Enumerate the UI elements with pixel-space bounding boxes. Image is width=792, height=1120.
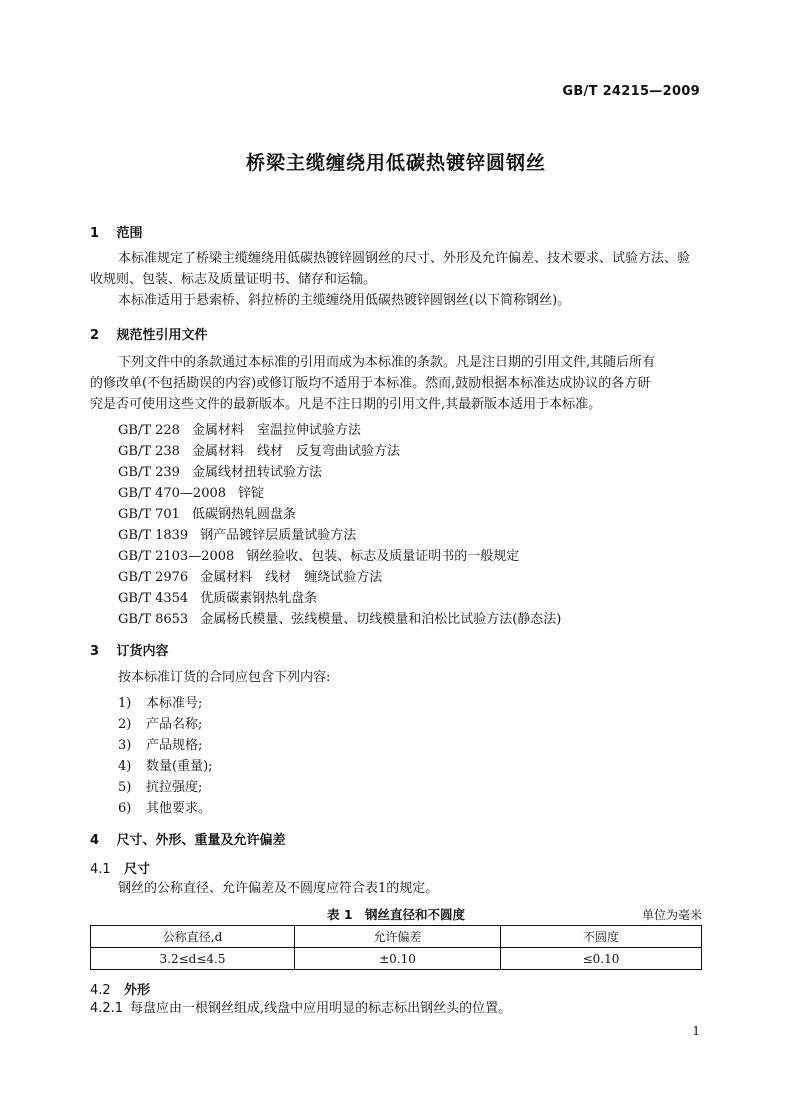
reference-name: 钢产品镀锌层质量试验方法 — [200, 528, 357, 543]
table-header-cell: 允许偏差 — [295, 926, 501, 948]
table-header-cell: 公称直径,d — [91, 926, 295, 948]
list-text: 产品规格; — [146, 738, 203, 753]
section-title: 范围 — [116, 226, 143, 241]
reference-name: 锌锭 — [238, 486, 265, 501]
document-title: 桥梁主缆缠绕用低碳热镀锌圆钢丝 — [245, 152, 546, 174]
s2-paragraph-line-3: 究是否可使用这些文件的最新版本。凡是不注日期的引用文件,其最新版本适用于本标准。 — [90, 397, 602, 412]
reference-item — [118, 440, 400, 459]
list-item — [118, 755, 213, 774]
section-number: 4.2.1 — [90, 1001, 124, 1016]
table-caption: 表 1 钢丝直径和不圆度 — [326, 907, 466, 922]
section-4-1-heading — [90, 858, 150, 877]
table-cell: 3.2≤d≤4.5 — [91, 948, 295, 970]
section-number: 2 — [90, 328, 100, 343]
section-title: 外形 — [124, 983, 151, 998]
reference-item — [118, 587, 317, 606]
list-index: 5) — [118, 780, 132, 795]
section-4-2-heading — [90, 979, 150, 998]
reference-name: 金属材料 线材 反复弯曲试验方法 — [191, 444, 400, 459]
reference-code: GB/T 8653 — [118, 612, 189, 627]
reference-name: 低碳钢热轧圆盘条 — [191, 507, 296, 522]
list-index: 3) — [118, 738, 132, 753]
reference-item — [118, 566, 382, 585]
section-title: 订货内容 — [116, 644, 169, 659]
list-index: 1) — [118, 696, 132, 711]
reference-item — [118, 524, 356, 543]
reference-code: GB/T 1839 — [118, 528, 189, 543]
section-3-heading — [90, 640, 169, 659]
reference-code: GB/T 4354 — [118, 591, 189, 606]
list-text: 本标准号; — [146, 696, 203, 711]
reference-code: GB/T 701 — [118, 507, 180, 522]
s3-intro: 按本标准订货的合同应包含下列内容: — [118, 670, 331, 685]
reference-item — [118, 482, 264, 501]
table-header-row — [91, 926, 702, 948]
section-1-heading — [90, 222, 143, 241]
reference-item — [118, 608, 561, 627]
section-number: 4.1 — [90, 862, 111, 877]
diameter-table — [90, 925, 702, 970]
section-2-heading — [90, 324, 208, 343]
table-unit: 单位为毫米 — [641, 908, 702, 922]
list-text: 数量(重量); — [146, 759, 213, 774]
reference-name: 金属线材扭转试验方法 — [191, 465, 322, 480]
reference-code: GB/T 238 — [118, 444, 180, 459]
section-title: 尺寸 — [124, 862, 151, 877]
section-number: 4 — [90, 833, 100, 848]
reference-code: GB/T 2103—2008 — [118, 549, 235, 564]
standard-code: GB/T 24215—2009 — [562, 84, 700, 99]
s1-paragraph-2: 本标准适用于悬索桥、斜拉桥的主缆缠绕用低碳热镀锌圆钢丝(以下简称钢丝)。 — [118, 293, 571, 308]
list-item — [118, 713, 202, 732]
table-row — [91, 948, 702, 970]
reference-code: GB/T 2976 — [118, 570, 189, 585]
list-index: 6) — [118, 801, 132, 816]
reference-name: 金属材料 室温拉伸试验方法 — [191, 423, 361, 438]
page-number: 1 — [692, 1024, 700, 1038]
section-number: 4.2 — [90, 983, 111, 998]
reference-item — [118, 503, 296, 522]
paragraph-text: 每盘应由一根钢丝组成,线盘中应用明显的标志标出钢丝头的位置。 — [130, 1001, 512, 1016]
list-item — [118, 692, 202, 711]
section-number: 1 — [90, 226, 100, 241]
section-number: 3 — [90, 644, 100, 659]
s1-paragraph-1-line-2: 收规则、包装、标志及质量证明书、储存和运输。 — [90, 272, 377, 287]
table-cell: ≤0.10 — [501, 948, 702, 970]
reference-item — [118, 545, 519, 564]
reference-name: 钢丝验收、包装、标志及质量证明书的一般规定 — [246, 549, 520, 564]
reference-name: 金属材料 线材 缠绕试验方法 — [200, 570, 383, 585]
s4-1-paragraph: 钢丝的公称直径、允许偏差及不圆度应符合表1的规定。 — [118, 881, 439, 896]
list-item — [118, 797, 211, 816]
reference-name: 优质碳素钢热轧盘条 — [200, 591, 318, 606]
list-text: 其他要求。 — [146, 801, 212, 816]
s1-paragraph-1-line-1: 本标准规定了桥梁主缆缠绕用低碳热镀锌圆钢丝的尺寸、外形及允许偏差、技术要求、试验方法、验 — [118, 251, 691, 266]
list-item — [118, 734, 202, 753]
section-title: 尺寸、外形、重量及允许偏差 — [116, 833, 286, 848]
section-4-heading — [90, 829, 286, 848]
section-title: 规范性引用文件 — [116, 328, 208, 343]
reference-item — [118, 461, 322, 480]
table-header-cell: 不圆度 — [501, 926, 702, 948]
s2-paragraph-line-2: 的修改单(不包括勘误的内容)或修订版均不适用于本标准。然而,鼓励根据本标准达成协议的各方研 — [90, 376, 651, 391]
reference-name: 金属杨氏模量、弦线模量、切线模量和泊松比试验方法(静态法) — [200, 612, 562, 627]
reference-code: GB/T 228 — [118, 423, 180, 438]
table-cell: ±0.10 — [295, 948, 501, 970]
section-4-2-1-paragraph — [90, 998, 511, 1019]
reference-code: GB/T 239 — [118, 465, 180, 480]
list-index: 4) — [118, 759, 132, 774]
reference-item — [118, 419, 361, 438]
list-text: 抗拉强度; — [146, 780, 203, 795]
list-index: 2) — [118, 717, 132, 732]
reference-code: GB/T 470—2008 — [118, 486, 227, 501]
list-text: 产品名称; — [146, 717, 203, 732]
s2-paragraph-line-1: 下列文件中的条款通过本标准的引用而成为本标准的条款。凡是注日期的引用文件,其随后所有 — [118, 355, 656, 370]
list-item — [118, 776, 202, 795]
